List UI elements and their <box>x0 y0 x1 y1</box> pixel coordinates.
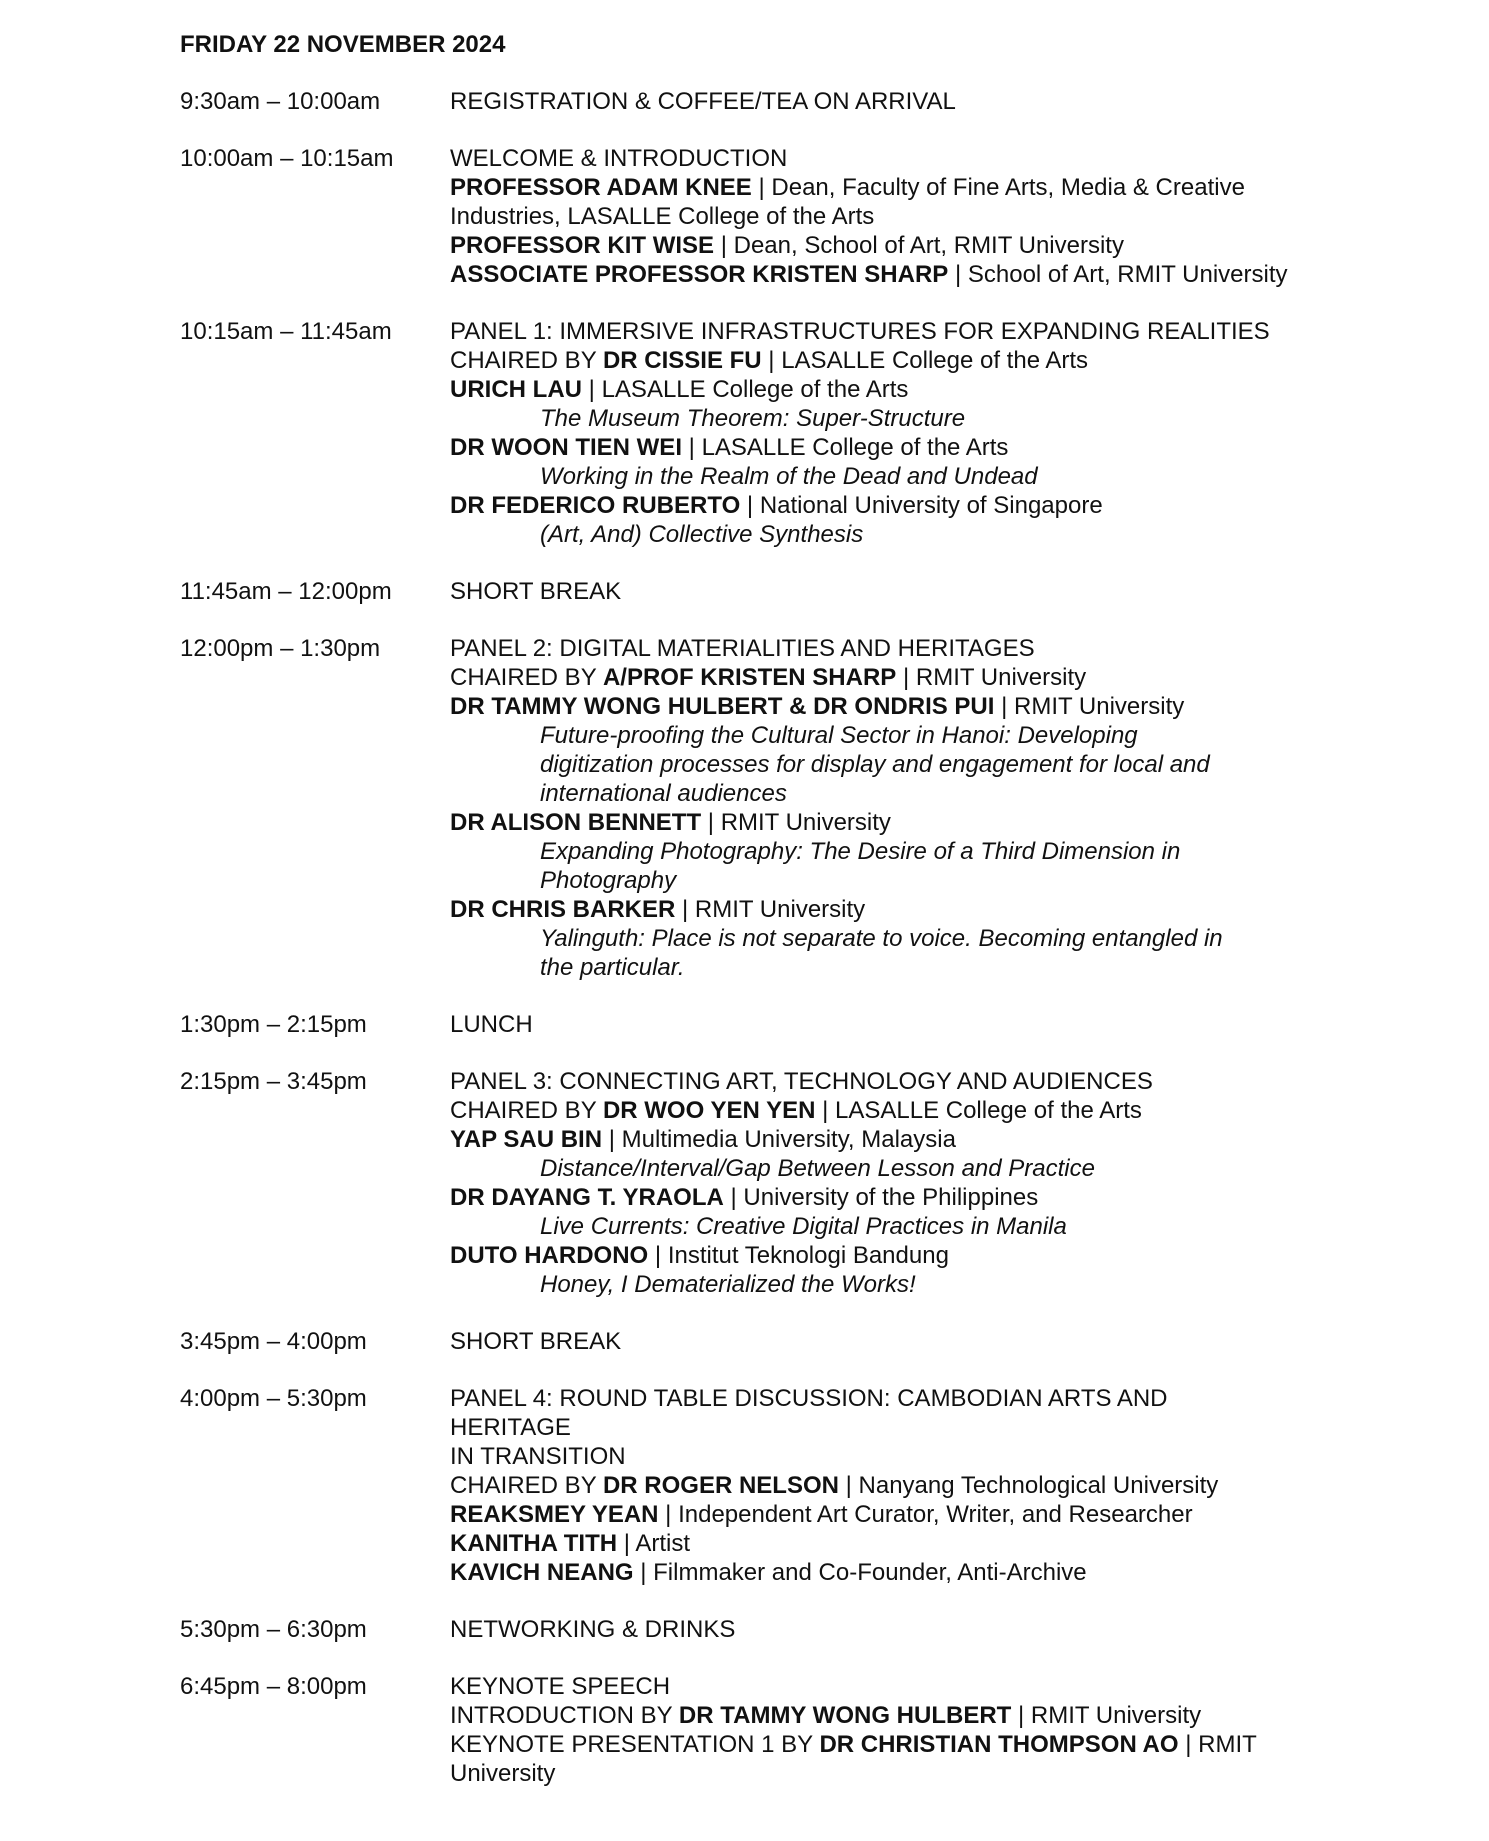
speaker-line <box>450 1529 1340 1558</box>
separator: | <box>822 1097 829 1124</box>
speaker-line <box>450 895 1340 924</box>
chair-prefix: CHAIRED BY <box>450 347 597 374</box>
programme-page <box>180 30 1340 1816</box>
intro-line <box>450 1701 1340 1730</box>
speaker-affiliation: National University of Singapore <box>759 492 1103 519</box>
speaker-affiliation: RMIT University <box>450 1731 1257 1787</box>
separator: | <box>688 434 695 461</box>
separator: | <box>654 1242 662 1269</box>
separator: | <box>1185 1731 1192 1758</box>
speaker-name: KANITHA TITH <box>450 1530 618 1557</box>
session-time: 9:30am – 10:00am <box>180 88 381 115</box>
speaker-affiliation: RMIT University <box>1014 693 1185 720</box>
session-content <box>450 1384 1340 1587</box>
speaker-affiliation: Dean, School of Art, RMIT University <box>733 232 1124 259</box>
session-title: WELCOME & INTRODUCTION <box>450 145 788 172</box>
chair-name: DR ROGER NELSON <box>602 1472 839 1499</box>
speaker-affiliation: LASALLE College of the Arts <box>701 434 1009 461</box>
session-panel-3 <box>180 1067 1340 1299</box>
session-content <box>450 1327 1340 1356</box>
speaker-affiliation: RMIT University <box>1030 1702 1202 1729</box>
session-title: LUNCH <box>450 1011 533 1038</box>
session-content <box>450 1672 1340 1788</box>
separator: | <box>1001 693 1008 720</box>
session-lunch <box>180 1010 1340 1039</box>
session-title: KEYNOTE SPEECH <box>450 1673 671 1700</box>
speaker-name: DR FEDERICO RUBERTO <box>450 492 741 519</box>
session-title: SHORT BREAK <box>450 1328 622 1355</box>
session-short-break <box>180 1327 1340 1356</box>
intro-prefix: INTRODUCTION BY <box>450 1702 673 1729</box>
separator: | <box>682 896 689 923</box>
speaker-name: DR WOON TIEN WEI <box>450 434 682 461</box>
speaker-line <box>450 1125 1340 1154</box>
chair-name: DR WOO YEN YEN <box>602 1097 816 1124</box>
speaker-affiliation: LASALLE College of the Arts <box>601 376 909 403</box>
separator: | <box>746 492 754 519</box>
speaker-affiliation: Multimedia University, Malaysia <box>621 1126 956 1153</box>
chair-prefix: CHAIRED BY <box>450 664 597 691</box>
separator: | <box>640 1559 647 1586</box>
talk-title: Honey, I Dematerialized the Works! <box>540 1271 916 1298</box>
session-content <box>450 1010 1340 1039</box>
speaker-name: URICH LAU <box>450 376 582 403</box>
chair-name: A/PROF KRISTEN SHARP <box>602 664 897 691</box>
session-content <box>450 144 1340 289</box>
session-time: 12:00pm – 1:30pm <box>180 635 381 662</box>
speaker-affiliation: Dean, Faculty of Fine Arts, Media & Creative Industries, LASALLE College of the Arts <box>450 174 1245 230</box>
separator: | <box>720 232 727 259</box>
speaker-line <box>450 491 1340 520</box>
session-title: PANEL 4: ROUND TABLE DISCUSSION: CAMBODIAN ARTS AND HERITAGE <box>450 1385 1168 1441</box>
speaker-line <box>450 1183 1340 1212</box>
separator: | <box>608 1126 615 1153</box>
session-title: PANEL 1: IMMERSIVE INFRASTRUCTURES FOR EXPANDING REALITIES <box>450 318 1270 345</box>
speaker-name: YAP SAU BIN <box>450 1126 603 1153</box>
keynote-prefix: KEYNOTE PRESENTATION 1 BY <box>450 1731 813 1758</box>
chair-affiliation: RMIT University <box>915 664 1087 691</box>
speaker-affiliation: Institut Teknologi Bandung <box>667 1242 949 1269</box>
session-networking <box>180 1615 1340 1644</box>
session-title: NETWORKING & DRINKS <box>450 1616 736 1643</box>
speaker-line <box>450 692 1340 721</box>
session-content <box>450 577 1340 606</box>
speaker-affiliation: Artist <box>635 1530 691 1557</box>
speaker-line <box>450 1558 1340 1587</box>
speaker-line <box>450 433 1340 462</box>
speaker-affiliation: Filmmaker and Co-Founder, Anti-Archive <box>653 1559 1087 1586</box>
talk-title: Future-proofing the Cultural Sector in Hanoi: Developing digitization processes for display and engagement for local and international audiences <box>540 722 1210 807</box>
session-time: 1:30pm – 2:15pm <box>180 1011 367 1038</box>
separator: | <box>954 261 962 288</box>
chair-line <box>450 1471 1340 1500</box>
session-content <box>450 634 1340 982</box>
speaker-name: KAVICH NEANG <box>450 1559 634 1586</box>
session-keynote <box>180 1672 1340 1788</box>
chair-affiliation: LASALLE College of the Arts <box>781 347 1089 374</box>
session-time: 5:30pm – 6:30pm <box>180 1616 367 1643</box>
session-title: PANEL 2: DIGITAL MATERIALITIES AND HERITAGES <box>450 635 1035 662</box>
keynote-line <box>450 1730 1290 1788</box>
chair-affiliation: LASALLE College of the Arts <box>835 1097 1142 1124</box>
separator: | <box>730 1184 737 1211</box>
speaker-name: DR CHRISTIAN THOMPSON AO <box>819 1731 1179 1758</box>
session-time: 6:45pm – 8:00pm <box>180 1673 367 1700</box>
session-panel-1 <box>180 317 1340 549</box>
separator: | <box>1018 1702 1025 1729</box>
speaker-affiliation: RMIT University <box>720 809 891 836</box>
talk-title: Expanding Photography: The Desire of a Third Dimension in Photography <box>540 838 1181 894</box>
session-content <box>450 317 1340 549</box>
separator: | <box>707 809 715 836</box>
speaker-line <box>450 808 1340 837</box>
separator: | <box>902 664 910 691</box>
session-content <box>450 1067 1340 1299</box>
speaker-name: DR DAYANG T. YRAOLA <box>450 1184 724 1211</box>
speaker-affiliation: RMIT University <box>694 896 866 923</box>
speaker-line <box>450 1500 1340 1529</box>
session-title: PANEL 3: CONNECTING ART, TECHNOLOGY AND AUDIENCES <box>450 1068 1153 1095</box>
speaker-line <box>450 375 1340 404</box>
chair-affiliation: Nanyang Technological University <box>858 1472 1219 1499</box>
talk-title: The Museum Theorem: Super-Structure <box>540 405 966 432</box>
speaker-name: REAKSMEY YEAN <box>450 1501 659 1528</box>
separator: | <box>665 1501 672 1528</box>
session-content <box>450 1615 1340 1644</box>
separator: | <box>845 1472 852 1499</box>
session-short-break <box>180 577 1340 606</box>
session-title-continued: IN TRANSITION <box>450 1443 626 1470</box>
talk-title: (Art, And) Collective Synthesis <box>540 521 864 548</box>
session-registration <box>180 87 1340 116</box>
separator: | <box>758 174 765 201</box>
separator: | <box>623 1530 630 1557</box>
session-title: REGISTRATION & COFFEE/TEA ON ARRIVAL <box>450 88 956 115</box>
talk-title: Working in the Realm of the Dead and Undead <box>540 463 1038 490</box>
session-panel-2 <box>180 634 1340 982</box>
chair-prefix: CHAIRED BY <box>450 1472 597 1499</box>
separator: | <box>768 347 775 374</box>
chair-name: DR CISSIE FU <box>602 347 762 374</box>
talk-title: Distance/Interval/Gap Between Lesson and Practice <box>540 1155 1095 1182</box>
talk-title: Yalinguth: Place is not separate to voice. Becoming entangled in the particular. <box>540 925 1223 981</box>
session-time: 10:15am – 11:45am <box>180 318 392 345</box>
speaker-line <box>450 260 1340 289</box>
session-title: SHORT BREAK <box>450 578 622 605</box>
programme-date: FRIDAY 22 NOVEMBER 2024 <box>180 31 506 58</box>
chair-line <box>450 663 1340 692</box>
chair-line <box>450 346 1340 375</box>
speaker-name: DR CHRIS BARKER <box>450 896 676 923</box>
speaker-name: DR TAMMY WONG HULBERT & DR ONDRIS PUI <box>450 693 995 720</box>
speaker-name: PROFESSOR KIT WISE <box>450 232 715 259</box>
session-time: 2:15pm – 3:45pm <box>180 1068 367 1095</box>
session-time: 3:45pm – 4:00pm <box>180 1328 367 1355</box>
speaker-name: DR ALISON BENNETT <box>450 809 702 836</box>
session-welcome <box>180 144 1340 289</box>
session-panel-4 <box>180 1384 1340 1587</box>
speaker-line <box>450 231 1340 260</box>
separator: | <box>588 376 595 403</box>
speaker-line <box>450 173 1340 231</box>
session-content <box>450 87 1340 116</box>
session-time: 11:45am – 12:00pm <box>180 578 392 605</box>
session-time: 4:00pm – 5:30pm <box>180 1385 367 1412</box>
speaker-name: DR TAMMY WONG HULBERT <box>678 1702 1012 1729</box>
chair-prefix: CHAIRED BY <box>450 1097 597 1124</box>
chair-line <box>450 1096 1340 1125</box>
speaker-affiliation: School of Art, RMIT University <box>967 261 1288 288</box>
session-time: 10:00am – 10:15am <box>180 145 394 172</box>
talk-title: Live Currents: Creative Digital Practices in Manila <box>540 1213 1067 1240</box>
speaker-name: PROFESSOR ADAM KNEE <box>450 174 752 201</box>
speaker-name: DUTO HARDONO <box>450 1242 649 1269</box>
speaker-name: ASSOCIATE PROFESSOR KRISTEN SHARP <box>450 261 949 288</box>
speaker-affiliation: University of the Philippines <box>743 1184 1039 1211</box>
speaker-affiliation: Independent Art Curator, Writer, and Researcher <box>678 1501 1193 1528</box>
speaker-line <box>450 1241 1340 1270</box>
